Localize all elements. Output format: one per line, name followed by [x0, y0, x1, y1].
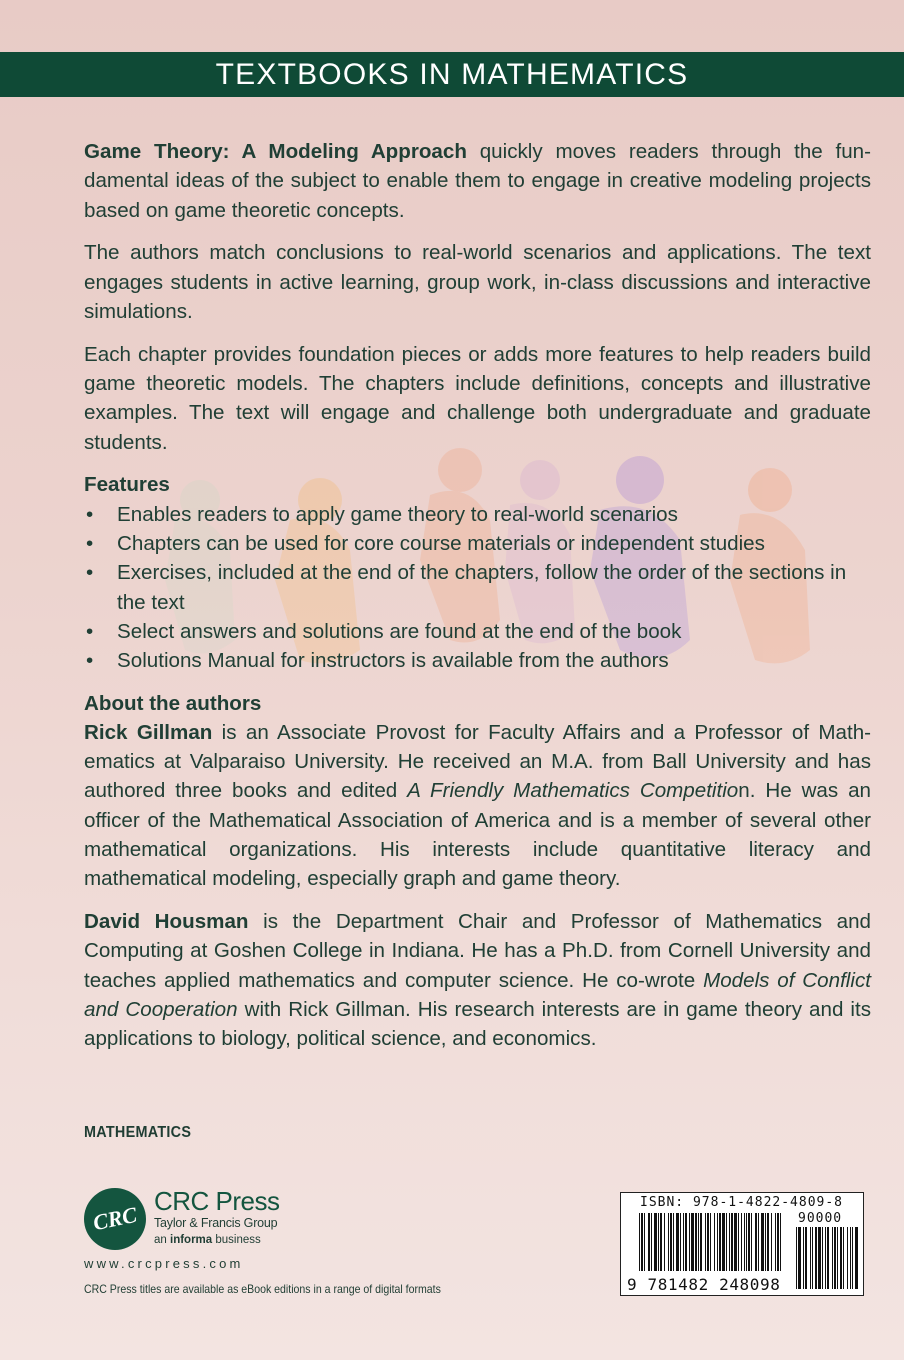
- barcode-bar: [771, 1213, 772, 1271]
- feature-item: • Enables readers to apply game theory to real-world scenarios: [84, 500, 871, 529]
- addon-bar: [847, 1227, 848, 1289]
- addon-bar: [850, 1227, 851, 1289]
- barcode-bar: [775, 1213, 776, 1271]
- barcode-bar: [765, 1213, 766, 1271]
- barcode-bar: [758, 1213, 759, 1271]
- feature-item: • Chapters can be used for core course materials or independent studies: [84, 529, 871, 558]
- barcode-bar: [741, 1213, 742, 1271]
- barcode-bar: [729, 1213, 730, 1271]
- barcode-bar: [746, 1213, 747, 1271]
- addon-bar: [855, 1227, 858, 1289]
- barcode-bar: [744, 1213, 745, 1271]
- logo-text: CRC: [90, 1201, 140, 1236]
- bio-text: is the Department Chair and Professor of Mathematics and Computing at Goshen College in Indiana. He has a Ph.D. from Cornell University and teaches applied mathematics and computer science. He co-wrote: [84, 910, 871, 992]
- barcode-bar: [767, 1213, 769, 1271]
- isbn-barcode: [620, 1192, 864, 1296]
- subject-category: MATHEMATICS: [84, 1124, 192, 1141]
- feature-item: • Exercises, included at the end of the chapters, follow the order of the sections in the text: [84, 558, 871, 617]
- addon-bar: [810, 1227, 811, 1289]
- author-name: Rick Gillman: [84, 720, 213, 744]
- description-paragraph-3: Each chapter provides foundation pieces or adds more features to help readers build game theoretic models. The chapters include definitions, concepts and illustrative examples. The text will engage and challenge both undergraduate and graduate students.: [84, 342, 871, 454]
- author-bio-gillman: [84, 718, 871, 894]
- barcode-bar: [673, 1213, 674, 1271]
- affiliation-prefix: an: [154, 1234, 170, 1246]
- barcode-bar: [670, 1213, 672, 1271]
- barcode-bar: [731, 1213, 733, 1271]
- addon-bar: [827, 1227, 829, 1289]
- features-heading: Features: [84, 473, 170, 497]
- barcode-bar: [660, 1213, 662, 1271]
- barcode-bar: [639, 1213, 640, 1271]
- addon-bar: [812, 1227, 813, 1289]
- barcode-bar: [777, 1213, 779, 1271]
- addon-bar: [805, 1227, 807, 1289]
- addon-bar: [840, 1227, 842, 1289]
- features-list: [84, 500, 871, 676]
- barcode-bar: [707, 1213, 709, 1271]
- addon-bar: [832, 1227, 833, 1289]
- barcode-bar: [738, 1213, 739, 1271]
- addon-bar: [825, 1227, 826, 1289]
- about-authors-heading: About the authors: [84, 691, 262, 715]
- addon-bar: [852, 1227, 853, 1289]
- feature-item: • Select answers and solutions are found at the end of the book: [84, 617, 871, 646]
- barcode-bar: [680, 1213, 681, 1271]
- barcode-bar: [726, 1213, 727, 1271]
- addon-bar: [796, 1227, 797, 1289]
- affiliation-suffix: business: [212, 1234, 261, 1246]
- addon-bar: [803, 1227, 804, 1289]
- barcode-bar: [691, 1213, 694, 1271]
- book-citation: Models of Conflict and Cooperation: [84, 968, 871, 1022]
- barcode-bar: [780, 1213, 781, 1271]
- informa-name: informa: [170, 1234, 213, 1246]
- publisher-group: Taylor & Francis Group: [154, 1216, 278, 1230]
- barcode-bar: [761, 1213, 764, 1271]
- barcode-bar: [658, 1213, 659, 1271]
- barcode-bar: [668, 1213, 669, 1271]
- barcode-bar: [685, 1213, 687, 1271]
- barcode-bar: [641, 1213, 643, 1271]
- barcode-bar: [751, 1213, 752, 1271]
- barcode-bar: [644, 1213, 645, 1271]
- ebook-note: CRC Press titles are available as eBook editions in a range of digital formats: [84, 1282, 441, 1296]
- isbn-number: ISBN: 978-1-4822-4809-8: [640, 1195, 844, 1210]
- price-addon-code: 90000: [798, 1211, 843, 1226]
- book-title: Game Theory: A Modeling Approach: [84, 140, 467, 163]
- barcode-bar: [700, 1213, 702, 1271]
- barcode-bar: [722, 1213, 725, 1271]
- author-bio-housman: [84, 907, 871, 1053]
- barcode-bar: [748, 1213, 750, 1271]
- bio-text: with Rick Gillman. His research interests are in game theory and its applications to biology, political science, and economics.: [84, 998, 872, 1051]
- barcode-bar: [689, 1213, 690, 1271]
- barcode-bar: [651, 1213, 652, 1271]
- ean-digits: 9 781482 248098: [627, 1275, 781, 1294]
- barcode-bar: [648, 1213, 650, 1271]
- barcode-bar: [710, 1213, 711, 1271]
- addon-bar: [822, 1227, 823, 1289]
- feature-item: • Solutions Manual for instructors is available from the authors: [84, 646, 871, 675]
- addon-bar: [818, 1227, 821, 1289]
- barcode-bar: [676, 1213, 679, 1271]
- addon-bar: [837, 1227, 838, 1289]
- publisher-affiliation: [154, 1234, 261, 1246]
- description-paragraph-1-text: quickly moves readers through the fundamental ideas of the subject to enable them to engage in creative modeling projects based on game theoretic concepts.: [84, 140, 871, 222]
- barcode-bar: [654, 1213, 657, 1271]
- series-title: TEXTBOOKS IN MATHEMATICS: [215, 57, 689, 91]
- barcode-bar: [683, 1213, 684, 1271]
- addon-bar: [834, 1227, 836, 1289]
- addon-bar: [843, 1227, 844, 1289]
- barcode-bar: [734, 1213, 737, 1271]
- barcode-bar: [719, 1213, 721, 1271]
- author-name: David Housman: [84, 910, 249, 934]
- back-cover-text: [84, 137, 871, 1067]
- barcode-bar: [717, 1213, 718, 1271]
- publisher-name: CRC Press: [154, 1186, 280, 1216]
- description-paragraph-2: The authors match conclusions to real-world scenarios and applications. The text engages students in active learning, group work, in-class discussions and interactive simulations.: [84, 241, 871, 323]
- addon-bar: [798, 1227, 801, 1289]
- barcode-bar: [705, 1213, 706, 1271]
- description-paragraph-1: [84, 137, 871, 225]
- bio-text: n. He was an officer of the Mathematical Association of America and is a member of several other mathematical organizations. His interests include quantitative literacy and mathematical modeling, especially graph and game theory.: [84, 779, 871, 891]
- barcode-bar: [698, 1213, 699, 1271]
- barcode-bar: [755, 1213, 757, 1271]
- bio-text: is an Associate Provost for Faculty Affairs and a Professor of Mathematics at Valparaiso University. He received an M.A. from Ball University and has authored three books and edited: [84, 720, 872, 803]
- addon-bar: [815, 1227, 817, 1289]
- publisher-url[interactable]: www.crcpress.com: [84, 1256, 244, 1271]
- series-banner: [0, 52, 904, 97]
- barcode-bar: [664, 1213, 665, 1271]
- book-citation: A Friendly Mathematics Competitio: [407, 779, 739, 803]
- barcode-bar: [714, 1213, 715, 1271]
- barcode-bar: [695, 1213, 697, 1271]
